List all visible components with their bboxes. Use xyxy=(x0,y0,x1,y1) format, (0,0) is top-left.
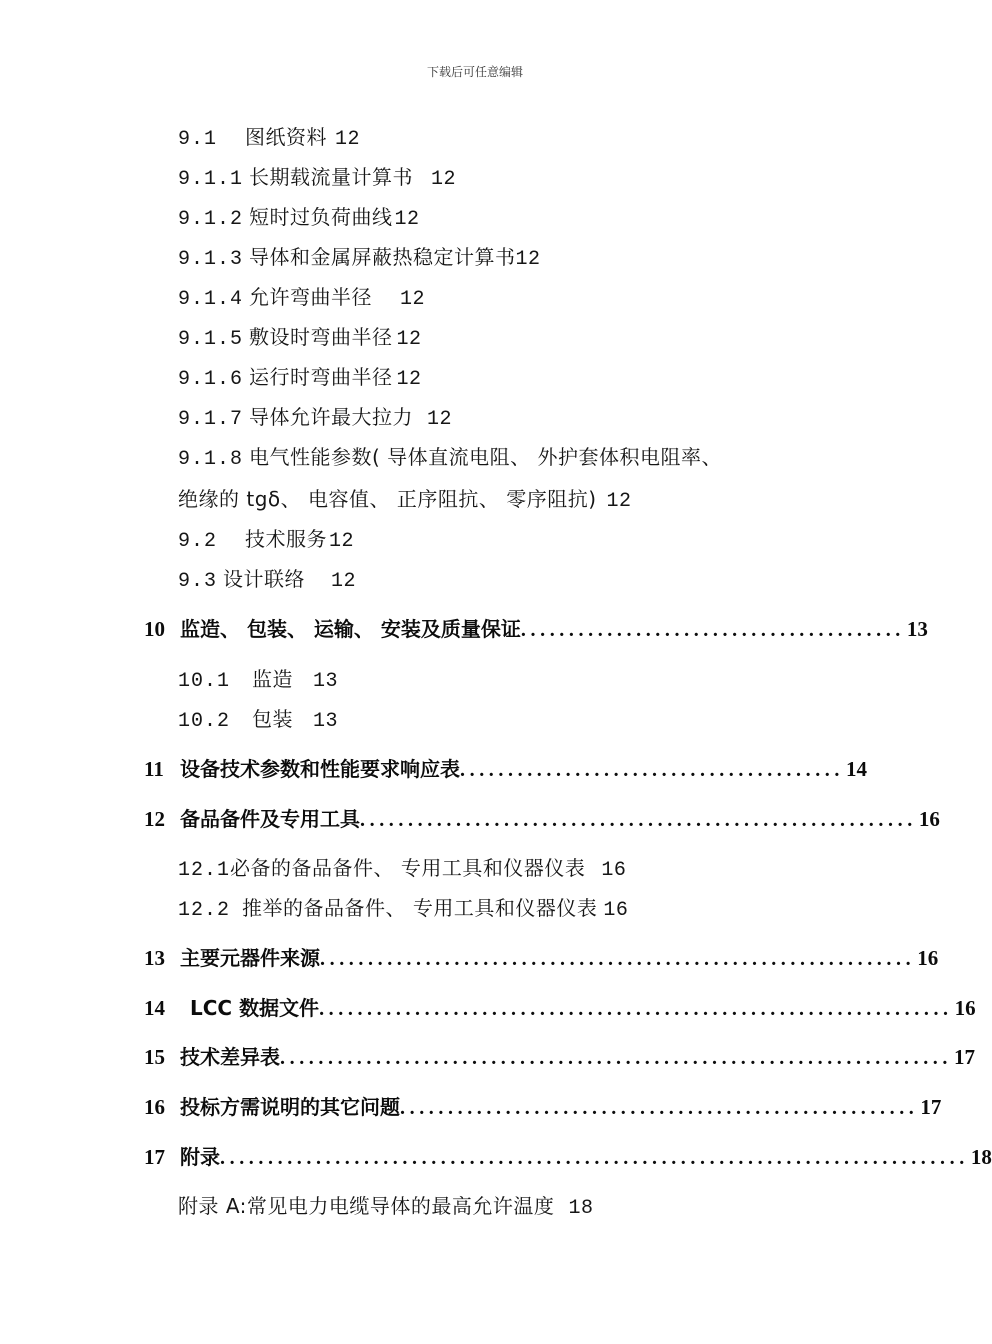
toc-page: 12 xyxy=(396,328,422,351)
toc-entry-9-1[interactable] xyxy=(178,123,360,154)
toc-chapter-16[interactable] xyxy=(144,1092,942,1123)
toc-number: 12 xyxy=(144,807,165,831)
toc-page: 12 xyxy=(606,490,632,513)
toc-entry-10-1[interactable] xyxy=(178,665,338,696)
toc-number: 13 xyxy=(144,946,165,970)
toc-page: 12 xyxy=(396,368,422,391)
toc-title: 必备的备品备件、 专用工具和仪器仪表 xyxy=(230,856,586,880)
toc-entry-9-1-7[interactable] xyxy=(178,403,452,434)
toc-chapter-17[interactable] xyxy=(144,1142,992,1173)
toc-chapter-10[interactable] xyxy=(144,614,928,645)
toc-page: 12 xyxy=(400,288,426,311)
toc-chapter-11[interactable] xyxy=(144,754,867,785)
toc-page: 18 xyxy=(568,1197,594,1220)
toc-title: 技术服务 xyxy=(245,527,328,551)
toc-number: 10.1 xyxy=(178,670,231,693)
toc-page: 16 xyxy=(954,996,976,1020)
toc-entry-9-1-4[interactable] xyxy=(178,283,425,314)
toc-number: 10 xyxy=(144,617,165,641)
toc-number: 15 xyxy=(144,1045,165,1069)
toc-number: 11 xyxy=(144,757,164,781)
toc-page: 17 xyxy=(954,1045,975,1069)
toc-page: 18 xyxy=(970,1145,992,1169)
toc-title: 敷设时弯曲半径 xyxy=(249,325,393,349)
toc-leader-dots: ...................................................... xyxy=(400,1097,919,1119)
toc-entry-9-1-8-continued[interactable] xyxy=(178,485,632,516)
toc-number: 12.2 xyxy=(178,899,231,922)
toc-entry-9-2[interactable] xyxy=(178,525,354,556)
toc-leader-dots: ........................................ xyxy=(520,619,905,641)
toc-page: 17 xyxy=(920,1095,942,1119)
toc-title: 监造 xyxy=(252,667,294,691)
toc-page: 16 xyxy=(917,946,939,970)
toc-number: 16 xyxy=(144,1095,165,1119)
toc-title: 投标方需说明的其它问题 xyxy=(180,1095,400,1119)
toc-page: 12 xyxy=(431,168,457,191)
toc-title: 附录 A:常见电力电缆导体的最高允许温度 xyxy=(178,1194,555,1218)
toc-entry-9-1-1[interactable] xyxy=(178,163,456,194)
toc-number: 9.1.8 xyxy=(178,448,244,471)
toc-page: 16 xyxy=(603,899,629,922)
toc-page: 12 xyxy=(329,530,355,553)
toc-title: 包装 xyxy=(252,707,294,731)
toc-title: 附录 xyxy=(180,1145,220,1169)
toc-number: 9.1.4 xyxy=(178,288,244,311)
toc-entry-10-2[interactable] xyxy=(178,705,338,736)
toc-title: 设计联络 xyxy=(223,567,306,591)
toc-entry-9-1-6[interactable] xyxy=(178,363,422,394)
toc-entry-12-1[interactable] xyxy=(178,854,626,885)
toc-title: 备品备件及专用工具 xyxy=(180,807,360,831)
toc-entry-12-2[interactable] xyxy=(178,894,628,925)
toc-number: 12.1 xyxy=(178,859,231,882)
toc-page: 12 xyxy=(335,128,361,151)
toc-number: 9.1.6 xyxy=(178,368,244,391)
toc-title: 推举的备品备件、 专用工具和仪器仪表 xyxy=(242,896,598,920)
toc-page: 12 xyxy=(331,570,357,593)
toc-page: 12 xyxy=(394,208,420,231)
toc-chapter-12[interactable] xyxy=(144,804,940,835)
toc-page: 13 xyxy=(906,617,928,641)
toc-leader-dots: ...................................................................... xyxy=(280,1047,952,1069)
toc-title: 主要元器件来源 xyxy=(180,946,320,970)
toc-leader-dots: .............................................................. xyxy=(320,948,916,970)
toc-entry-9-1-3[interactable] xyxy=(178,243,541,274)
toc-number: 9.1.2 xyxy=(178,208,244,231)
toc-title: 允许弯曲半径 xyxy=(249,285,373,309)
toc-leader-dots: .............................................................................. xyxy=(220,1147,969,1169)
toc-title: 短时过负荷曲线 xyxy=(249,205,393,229)
toc-page: 16 xyxy=(918,807,940,831)
toc-entry-9-3[interactable] xyxy=(178,565,356,596)
toc-page: 12 xyxy=(427,408,453,431)
toc-page: 14 xyxy=(846,757,867,781)
toc-page: 13 xyxy=(313,710,339,733)
toc-leader-dots: .......................................................... xyxy=(360,809,917,831)
toc-number: 9.1.3 xyxy=(178,248,244,271)
toc-number: 9.1.1 xyxy=(178,168,244,191)
toc-title: 监造、 包装、 运输、 安装及质量保证 xyxy=(180,617,521,641)
toc-page: 12 xyxy=(515,248,541,271)
toc-number: 9.1.5 xyxy=(178,328,244,351)
toc-entry-9-1-5[interactable] xyxy=(178,323,422,354)
toc-leader-dots: .................................................................. xyxy=(319,998,953,1020)
toc-number: 17 xyxy=(144,1145,165,1169)
toc-page: 16 xyxy=(601,859,627,882)
toc-title: 导体和金属屏蔽热稳定计算书 xyxy=(249,245,516,269)
toc-title: 图纸资料 xyxy=(245,125,328,149)
toc-number: 9.1.7 xyxy=(178,408,244,431)
toc-title: LCC 数据文件 xyxy=(190,996,320,1020)
toc-leader-dots: ........................................ xyxy=(460,759,844,781)
toc-chapter-15[interactable] xyxy=(144,1042,975,1073)
page-header: 下载后可任意编辑 xyxy=(426,65,523,79)
toc-title: 长期载流量计算书 xyxy=(249,165,414,189)
toc-number: 9.3 xyxy=(178,570,218,593)
toc-chapter-14[interactable] xyxy=(144,993,976,1024)
toc-chapter-13[interactable] xyxy=(144,943,939,974)
toc-title: 技术差异表 xyxy=(180,1045,280,1069)
toc-number: 14 xyxy=(144,996,165,1020)
toc-title: 电气性能参数( 导体直流电阻、 外护套体积电阻率、 xyxy=(249,445,723,469)
toc-title: 运行时弯曲半径 xyxy=(249,365,393,389)
toc-entry-appendix-a[interactable] xyxy=(178,1192,593,1223)
toc-entry-9-1-8[interactable] xyxy=(178,443,722,474)
toc-number: 9.1 xyxy=(178,128,218,151)
toc-title: 绝缘的 tgδ、 电容值、 正序阻抗、 零序阻抗) xyxy=(178,487,597,511)
toc-title: 导体允许最大拉力 xyxy=(249,405,414,429)
toc-number: 9.2 xyxy=(178,530,218,553)
toc-entry-9-1-2[interactable] xyxy=(178,203,420,234)
toc-number: 10.2 xyxy=(178,710,231,733)
toc-title: 设备技术参数和性能要求响应表 xyxy=(180,757,460,781)
toc-page: 13 xyxy=(313,670,339,693)
